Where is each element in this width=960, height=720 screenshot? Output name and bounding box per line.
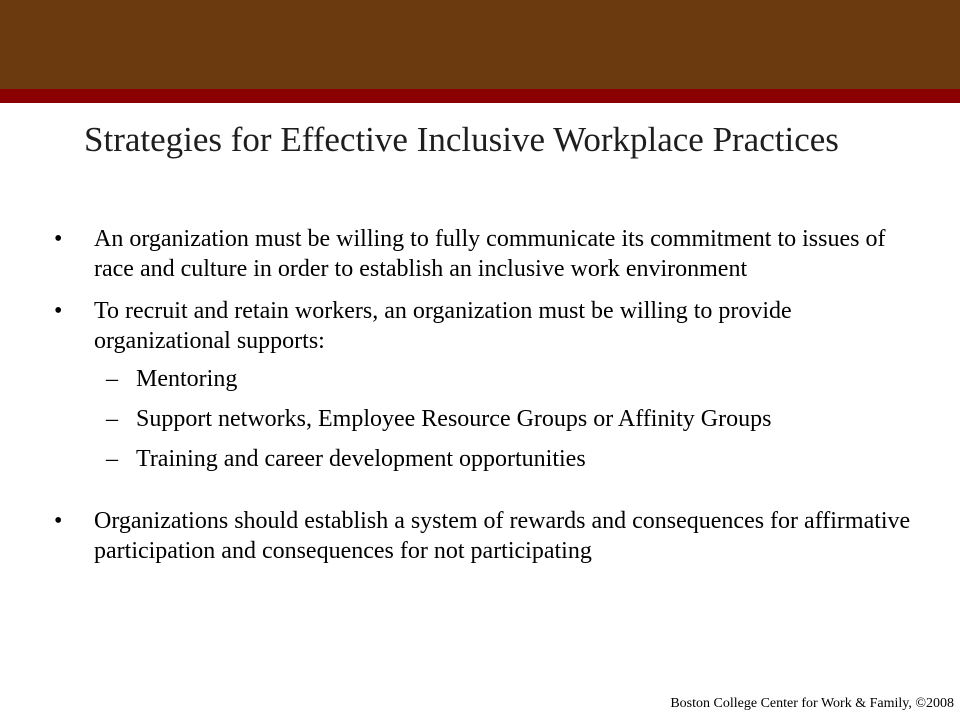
sub-item-text: Mentoring [136, 366, 238, 392]
header-band [0, 0, 960, 89]
bullet-item-communication [54, 224, 914, 284]
dash-icon: – [106, 366, 118, 392]
dash-icon: – [106, 446, 118, 472]
bullet-dot-icon: • [54, 226, 63, 252]
bullet-text: Organizations should establish a system of rewards and consequences for affirmative participation and consequences for not participating [94, 508, 911, 564]
bullet-item-supports [54, 296, 914, 474]
sub-item-training [92, 444, 914, 474]
sub-item-support-networks [92, 404, 914, 434]
slide-title: Strategies for Effective Inclusive Workplace Practices [84, 120, 839, 159]
header-accent-stripe [0, 89, 960, 103]
bullet-dot-icon: • [54, 508, 63, 534]
sub-item-text: Support networks, Employee Resource Groups or Affinity Groups [136, 406, 772, 432]
bullet-text: To recruit and retain workers, an organization must be willing to provide organizational supports: [94, 298, 792, 354]
bullet-dot-icon: • [54, 298, 63, 324]
bullet-list [54, 224, 914, 578]
sub-bullet-list [94, 364, 914, 474]
footer-copyright: Boston College Center for Work & Family, ©2008 [670, 696, 954, 711]
bullet-text: An organization must be willing to fully communicate its commitment to issues of race and culture in order to establish an inclusive work environment [94, 226, 886, 282]
dash-icon: – [106, 406, 118, 432]
sub-item-text: Training and career development opportunities [136, 446, 586, 472]
bullet-item-rewards [54, 506, 914, 566]
sub-item-mentoring [92, 364, 914, 394]
